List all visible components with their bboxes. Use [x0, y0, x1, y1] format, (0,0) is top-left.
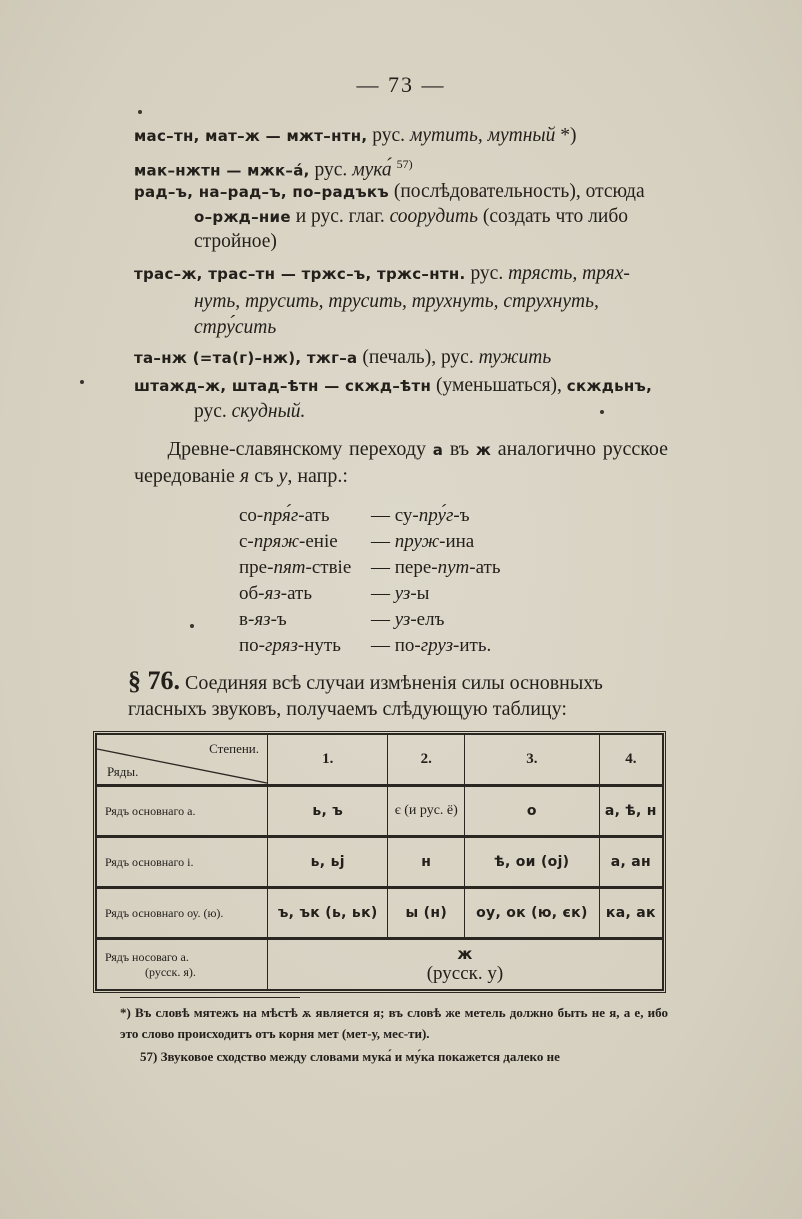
entry-maknjtn: мак–нжтн — мжк–а́, рус. мука́ $^{57)}$: [134, 157, 413, 181]
entry-tras-cont2: стру́сить: [194, 317, 277, 338]
table-row: Рядъ основнаго і. ь, ьј н ѣ, ои (oj) а, ан: [97, 837, 663, 888]
entry-rad-cont: о–ржд–ние и рус. глаг. соорудить (создать что либо: [194, 206, 628, 227]
pair-row: пре-пят-ствіе — пере-пут-ать: [239, 557, 501, 578]
entry-rad: рад–ъ, на–рад–ъ, по–радъкъ (послѣдовательность), отсюда: [134, 181, 645, 202]
vowel-grades-table: [93, 731, 666, 993]
entry-rad-cont2: стройное): [194, 231, 277, 252]
entry-tras-cont1: нуть, трусить, трусить, трухнуть, струхнуть,: [194, 291, 599, 312]
speck: [138, 110, 142, 114]
footnote-star: *) Въ словѣ мятежъ на мѣстѣ ѫ является я; въ словѣ же метель должно быть не я, а е, ибо это слово происходитъ отъ корня мет (мет-у, мес-ти).: [120, 1005, 668, 1041]
pair-row: с-пряж-еніе — пруж-ина: [239, 531, 475, 552]
entry-mastn: мас–тн, мат–ж — мжт–нтн, рус. мутить, мутный *): [134, 125, 577, 146]
speck: [80, 380, 84, 384]
pair-row: по-гряз-нуть — по-груз-ить.: [239, 635, 492, 656]
col-header: 1.: [268, 735, 388, 786]
page-number: — 73 —: [356, 72, 446, 97]
pair-row: со-пря́г-ать — су-пру́г-ъ: [239, 505, 470, 526]
footnote-separator: [120, 997, 300, 998]
paragraph-chered: Древне-славянскому переходу а въ ж аналогично русское чередованіе я съ у, напр.:: [134, 438, 669, 487]
col-header: 4.: [599, 735, 662, 786]
table-row: Рядъ основнаго а. ь, ъ є (и рус. ё) о а, ѣ, н: [97, 786, 663, 837]
table-corner-header: Степени. Ряды.: [97, 735, 268, 786]
col-header: 3.: [465, 735, 600, 786]
entry-shtajd: штажд–ж, штад–ѣтн — скжд–ѣтн (уменьшаться), скждьнъ,: [134, 375, 653, 396]
entry-tras: трас–ж, трас–тн — тржс–ъ, тржс–нтн. рус. трясть, тряx-: [134, 263, 630, 284]
speck: [190, 624, 194, 628]
pair-row: в-яз-ъ — уз-елъ: [239, 609, 445, 630]
entry-tanj: та–нж (=та(г)–нж), тжг–а (печаль), рус. тужить: [134, 347, 552, 368]
example-pairs: [239, 503, 501, 659]
footnote-57: 57) Звуковое сходство между словами мука́ и му́ка покажется далеко не: [140, 1049, 560, 1064]
col-header: 2.: [388, 735, 465, 786]
entry-shtajd-cont: рус. скудный.: [194, 401, 306, 422]
footnote-ref-57[interactable]: 57): [396, 157, 413, 171]
table-row: Рядъ носоваго а. (русск. я). ж (русск. у): [97, 939, 663, 990]
section-number: § 76.: [128, 666, 180, 695]
speck: [600, 410, 604, 414]
section-76: § 76. Соединяя всѣ случаи измѣненія силы основныхъ гласныхъ звуковъ, получаемъ слѣдующую таблицу:: [128, 666, 603, 720]
pair-row: об-яз-ать — уз-ы: [239, 583, 430, 604]
table-row: Рядъ основнаго оу. (ю). ъ, ък (ь, ьк) ы (н) оу, ок (ю, єк) ка, ак: [97, 888, 663, 939]
